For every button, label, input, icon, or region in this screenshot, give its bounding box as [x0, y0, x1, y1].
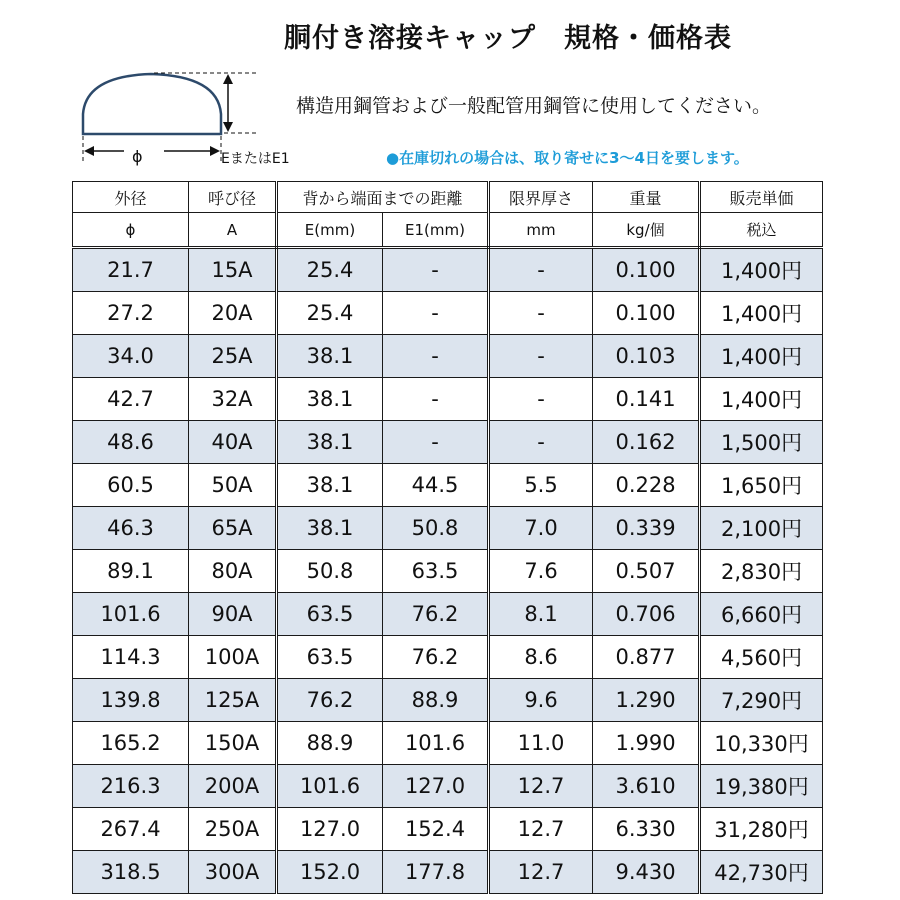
cell-nominal-size: 20A: [189, 292, 277, 335]
table-row: [73, 507, 823, 550]
header-nominal-size: 呼び径: [189, 182, 277, 213]
cell-price: 7,290円: [700, 679, 823, 722]
cell-e1: 127.0: [383, 765, 489, 808]
cell-limit-thickness: 7.0: [489, 507, 593, 550]
cell-e1: 177.8: [383, 851, 489, 894]
header-weight: 重量: [593, 182, 700, 213]
cell-e1: 152.4: [383, 808, 489, 851]
table-row: [73, 335, 823, 378]
cell-price: 1,650円: [700, 464, 823, 507]
cell-price: 4,560円: [700, 636, 823, 679]
table-unit-row: [73, 213, 823, 248]
cell-e1: -: [383, 335, 489, 378]
cell-nominal-size: 25A: [189, 335, 277, 378]
height-label: EまたはE1: [221, 151, 290, 167]
cell-e: 25.4: [277, 248, 383, 292]
cell-limit-thickness: 7.6: [489, 550, 593, 593]
cell-limit-thickness: -: [489, 292, 593, 335]
cell-price: 42,730円: [700, 851, 823, 894]
cell-e: 127.0: [277, 808, 383, 851]
cell-weight: 0.100: [593, 248, 700, 292]
cell-limit-thickness: -: [489, 421, 593, 464]
cell-price: 1,400円: [700, 335, 823, 378]
cell-outer-diameter: 114.3: [73, 636, 189, 679]
cell-nominal-size: 100A: [189, 636, 277, 679]
cell-outer-diameter: 27.2: [73, 292, 189, 335]
cell-price: 1,400円: [700, 292, 823, 335]
cell-limit-thickness: 9.6: [489, 679, 593, 722]
cell-e: 63.5: [277, 636, 383, 679]
cell-price: 6,660円: [700, 593, 823, 636]
cell-weight: 0.877: [593, 636, 700, 679]
cell-outer-diameter: 21.7: [73, 248, 189, 292]
header-outer-diameter: 外径: [73, 182, 189, 213]
cell-weight: 0.141: [593, 378, 700, 421]
cell-nominal-size: 125A: [189, 679, 277, 722]
table-row: [73, 464, 823, 507]
cell-outer-diameter: 101.6: [73, 593, 189, 636]
cell-e: 50.8: [277, 550, 383, 593]
cell-outer-diameter: 139.8: [73, 679, 189, 722]
cell-limit-thickness: 12.7: [489, 765, 593, 808]
cell-weight: 0.507: [593, 550, 700, 593]
cell-e: 38.1: [277, 378, 383, 421]
cell-e1: -: [383, 292, 489, 335]
header-limit-thickness: 限界厚さ: [489, 182, 593, 213]
cell-e: 38.1: [277, 464, 383, 507]
cell-e: 38.1: [277, 335, 383, 378]
cell-e: 38.1: [277, 421, 383, 464]
unit-a: A: [189, 213, 277, 248]
cell-e1: -: [383, 378, 489, 421]
cell-e: 152.0: [277, 851, 383, 894]
diameter-arrowhead-left: [84, 146, 94, 156]
cell-limit-thickness: 12.7: [489, 808, 593, 851]
table-row: [73, 808, 823, 851]
header-price: 販売単価: [700, 182, 823, 213]
cell-weight: 0.103: [593, 335, 700, 378]
table-row: [73, 248, 823, 292]
cell-limit-thickness: -: [489, 335, 593, 378]
table-body: [73, 248, 823, 894]
page-title: 胴付き溶接キャップ 規格・価格表: [284, 23, 732, 54]
cell-limit-thickness: 12.7: [489, 851, 593, 894]
table-row: [73, 378, 823, 421]
cell-e1: 63.5: [383, 550, 489, 593]
cell-weight: 0.339: [593, 507, 700, 550]
cell-outer-diameter: 216.3: [73, 765, 189, 808]
cell-nominal-size: 250A: [189, 808, 277, 851]
table-row: [73, 851, 823, 894]
cell-e: 88.9: [277, 722, 383, 765]
cell-nominal-size: 150A: [189, 722, 277, 765]
cell-nominal-size: 300A: [189, 851, 277, 894]
cell-price: 2,830円: [700, 550, 823, 593]
cell-e: 25.4: [277, 292, 383, 335]
cell-outer-diameter: 48.6: [73, 421, 189, 464]
unit-kg: kg/個: [593, 213, 700, 248]
cell-outer-diameter: 267.4: [73, 808, 189, 851]
cell-weight: 0.706: [593, 593, 700, 636]
cell-outer-diameter: 46.3: [73, 507, 189, 550]
cell-outer-diameter: 60.5: [73, 464, 189, 507]
stock-notice: ●在庫切れの場合は、取り寄せに3〜4日を要します。: [386, 149, 749, 167]
cell-e1: -: [383, 248, 489, 292]
cell-limit-thickness: 11.0: [489, 722, 593, 765]
cell-weight: 1.990: [593, 722, 700, 765]
unit-e1: E1(mm): [383, 213, 489, 248]
diameter-arrowhead-right: [210, 146, 220, 156]
cell-weight: 9.430: [593, 851, 700, 894]
cell-nominal-size: 90A: [189, 593, 277, 636]
cell-nominal-size: 80A: [189, 550, 277, 593]
cell-e1: 101.6: [383, 722, 489, 765]
cell-weight: 1.290: [593, 679, 700, 722]
cell-e: 38.1: [277, 507, 383, 550]
header-distance: 背から端面までの距離: [277, 182, 489, 213]
cell-e1: 50.8: [383, 507, 489, 550]
cell-outer-diameter: 318.5: [73, 851, 189, 894]
table-row: [73, 593, 823, 636]
unit-mm: mm: [489, 213, 593, 248]
unit-tax-incl: 税込: [700, 213, 823, 248]
cell-price: 31,280円: [700, 808, 823, 851]
cell-outer-diameter: 89.1: [73, 550, 189, 593]
cell-e1: 44.5: [383, 464, 489, 507]
cell-nominal-size: 15A: [189, 248, 277, 292]
table-row: [73, 421, 823, 464]
diameter-label: ϕ: [132, 147, 143, 166]
cell-weight: 0.100: [593, 292, 700, 335]
cell-price: 19,380円: [700, 765, 823, 808]
cell-weight: 3.610: [593, 765, 700, 808]
cell-outer-diameter: 34.0: [73, 335, 189, 378]
cell-weight: 0.162: [593, 421, 700, 464]
cell-price: 10,330円: [700, 722, 823, 765]
spec-price-table: [72, 181, 823, 894]
height-arrowhead-top: [223, 74, 233, 84]
cap-outline: [83, 74, 221, 134]
unit-e: E(mm): [277, 213, 383, 248]
cell-e: 76.2: [277, 679, 383, 722]
table-header-row: [73, 182, 823, 213]
cell-price: 1,400円: [700, 378, 823, 421]
table-row: [73, 636, 823, 679]
height-arrowhead-bottom: [223, 122, 233, 132]
table-row: [73, 550, 823, 593]
cell-limit-thickness: 5.5: [489, 464, 593, 507]
cell-outer-diameter: 42.7: [73, 378, 189, 421]
cell-price: 1,500円: [700, 421, 823, 464]
cell-e: 101.6: [277, 765, 383, 808]
cell-weight: 6.330: [593, 808, 700, 851]
table-row: [73, 722, 823, 765]
cell-weight: 0.228: [593, 464, 700, 507]
unit-phi: ϕ: [73, 213, 189, 248]
table-row: [73, 679, 823, 722]
cell-e1: 76.2: [383, 636, 489, 679]
cell-limit-thickness: -: [489, 248, 593, 292]
cell-e1: 76.2: [383, 593, 489, 636]
cell-limit-thickness: 8.6: [489, 636, 593, 679]
cell-limit-thickness: 8.1: [489, 593, 593, 636]
cell-nominal-size: 65A: [189, 507, 277, 550]
cell-nominal-size: 200A: [189, 765, 277, 808]
cell-outer-diameter: 165.2: [73, 722, 189, 765]
cell-nominal-size: 40A: [189, 421, 277, 464]
cell-e: 63.5: [277, 593, 383, 636]
usage-note: 構造用鋼管および一般配管用鋼管に使用してください。: [296, 95, 772, 117]
table-row: [73, 765, 823, 808]
cell-e1: 88.9: [383, 679, 489, 722]
cell-price: 1,400円: [700, 248, 823, 292]
cell-nominal-size: 50A: [189, 464, 277, 507]
cell-limit-thickness: -: [489, 378, 593, 421]
cap-diagram: [76, 66, 316, 176]
table-row: [73, 292, 823, 335]
cell-nominal-size: 32A: [189, 378, 277, 421]
cell-e1: -: [383, 421, 489, 464]
cell-price: 2,100円: [700, 507, 823, 550]
